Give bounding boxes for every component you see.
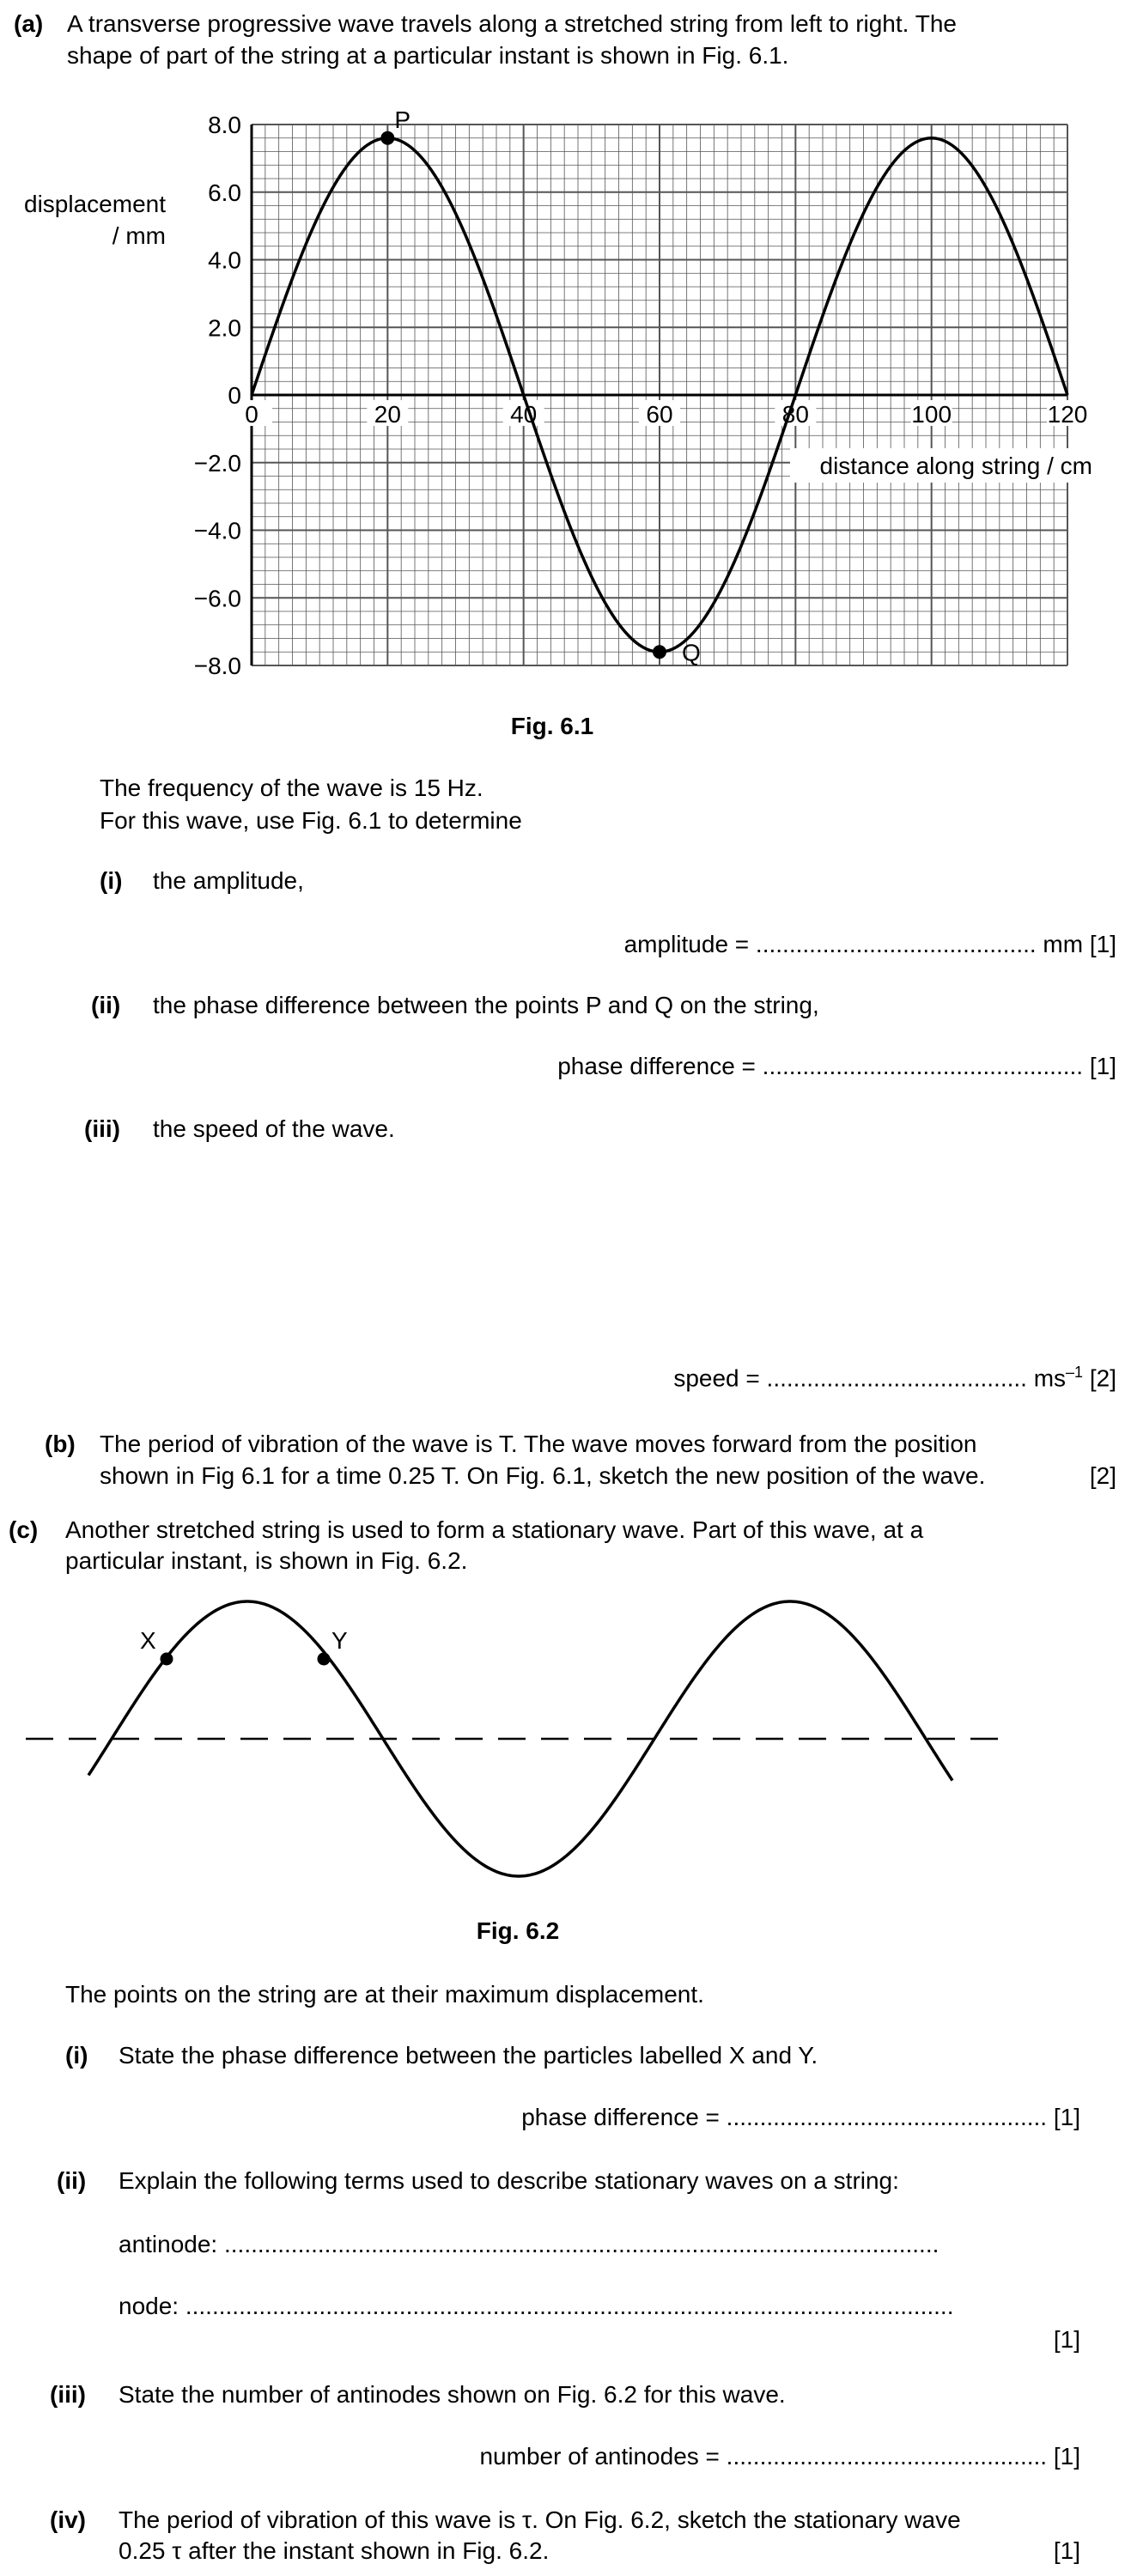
point-x-label: X <box>140 1627 156 1654</box>
x-tick-label: 100 <box>911 401 952 428</box>
a-i-text: the amplitude, <box>153 867 304 894</box>
part-c-line1: Another stretched string is used to form a stationary wave. Part of this wave, at a <box>65 1516 924 1543</box>
node-answer-line[interactable]: node: ................................................................................................................... <box>119 2293 954 2319</box>
speed-answer-main: speed = ....................................... ms <box>673 1364 1067 1392</box>
c-i-text: State the phase difference between the particles labelled X and Y. <box>119 2042 818 2069</box>
c-i-label: (i) <box>65 2042 88 2069</box>
part-b-mark: [2] <box>1089 1462 1116 1489</box>
a-ii-label: (ii) <box>91 992 121 1018</box>
point-x-marker <box>161 1653 173 1666</box>
point-q-label: Q <box>682 639 701 666</box>
speed-answer-mark: [2] <box>1083 1364 1116 1392</box>
y-axis-label-line1: displacement <box>24 191 166 217</box>
y-tick-label: 8.0 <box>208 112 241 138</box>
c-iv-line1: The period of vibration of this wave is τ. On Fig. 6.2, sketch the stationary wave <box>119 2506 961 2533</box>
c-ii-mark: [1] <box>1053 2326 1080 2353</box>
x-tick-label: 120 <box>1047 401 1088 428</box>
c-ii-label: (ii) <box>57 2167 87 2194</box>
y-axis-label-line2: / mm <box>112 222 166 249</box>
part-c-label: (c) <box>9 1516 39 1543</box>
c-iii-text: State the number of antinodes shown on Fig. 6.2 for this wave. <box>119 2381 786 2408</box>
antinode-answer-line[interactable]: antinode: ........................................................................................................... <box>119 2231 940 2257</box>
part-c-line2: particular instant, is shown in Fig. 6.2. <box>65 1547 468 1574</box>
antinode-count-answer-line[interactable]: number of antinodes = ................................................ [1] <box>479 2443 1080 2470</box>
part-b-label: (b) <box>45 1431 76 1457</box>
y-tick-label: −2.0 <box>193 449 241 477</box>
y-tick-label: 4.0 <box>208 246 241 274</box>
speed-answer-line[interactable] <box>673 1363 1116 1394</box>
x-tick-label: 20 <box>374 401 401 428</box>
x-axis-label: distance along string / cm <box>819 453 1092 479</box>
part-b-line1: The period of vibration of the wave is T. The wave moves forward from the position <box>100 1431 977 1457</box>
amplitude-answer-line[interactable]: amplitude = .......................................... mm [1] <box>623 931 1116 957</box>
part-a-intro-line2: shape of part of the string at a particular instant is shown in Fig. 6.1. <box>67 42 789 69</box>
c-iv-mark: [1] <box>1053 2537 1080 2564</box>
y-tick-label: 0 <box>228 382 241 409</box>
phase-difference-answer-line[interactable]: phase difference = ................................................ [1] <box>557 1053 1116 1079</box>
x-tick-label: 0 <box>245 401 258 428</box>
part-b-line2: shown in Fig 6.1 for a time 0.25 T. On Fig. 6.1, sketch the new position of the wave. <box>100 1462 986 1489</box>
a-iii-label: (iii) <box>84 1115 120 1142</box>
max-displacement-statement: The points on the string are at their maximum displacement. <box>65 1981 704 2008</box>
c-iv-label: (iv) <box>50 2506 86 2533</box>
use-statement: For this wave, use Fig. 6.1 to determine <box>100 807 522 834</box>
point-y-label: Y <box>331 1627 348 1654</box>
figure-6-2-caption: Fig. 6.2 <box>476 1917 560 1944</box>
y-tick-label: −4.0 <box>193 517 241 544</box>
figure-6-2-diagram <box>0 1589 1125 1949</box>
y-tick-label: −6.0 <box>193 585 241 612</box>
xy-phase-difference-answer-line[interactable]: phase difference = ................................................ [1] <box>521 2104 1080 2130</box>
point-q-marker <box>653 645 666 659</box>
part-a-label: (a) <box>14 10 44 37</box>
x-tick-label: 80 <box>781 401 809 428</box>
a-ii-text: the phase difference between the points P and Q on the string, <box>153 992 819 1018</box>
c-ii-text: Explain the following terms used to describe stationary waves on a string: <box>119 2167 899 2194</box>
a-i-label: (i) <box>100 867 123 894</box>
x-tick-label: 40 <box>510 401 538 428</box>
c-iv-line2: 0.25 τ after the instant shown in Fig. 6.2. <box>119 2537 550 2564</box>
y-tick-label: 2.0 <box>208 314 241 342</box>
freq-statement: The frequency of the wave is 15 Hz. <box>100 775 483 801</box>
point-p-label: P <box>394 106 411 133</box>
y-tick-label: −8.0 <box>193 653 241 679</box>
a-iii-text: the speed of the wave. <box>153 1115 395 1142</box>
part-a-intro-line1: A transverse progressive wave travels along a stretched string from left to right. The <box>67 10 957 37</box>
figure-6-1-caption: Fig. 6.1 <box>510 713 594 739</box>
c-iii-label: (iii) <box>50 2381 86 2408</box>
point-y-marker <box>318 1653 331 1666</box>
speed-unit-superscript: –1 <box>1066 1364 1084 1381</box>
x-tick-label: 60 <box>646 401 673 428</box>
y-tick-label: 6.0 <box>208 179 241 206</box>
point-p-marker <box>380 131 394 145</box>
figure-6-1-chart <box>0 94 1125 799</box>
